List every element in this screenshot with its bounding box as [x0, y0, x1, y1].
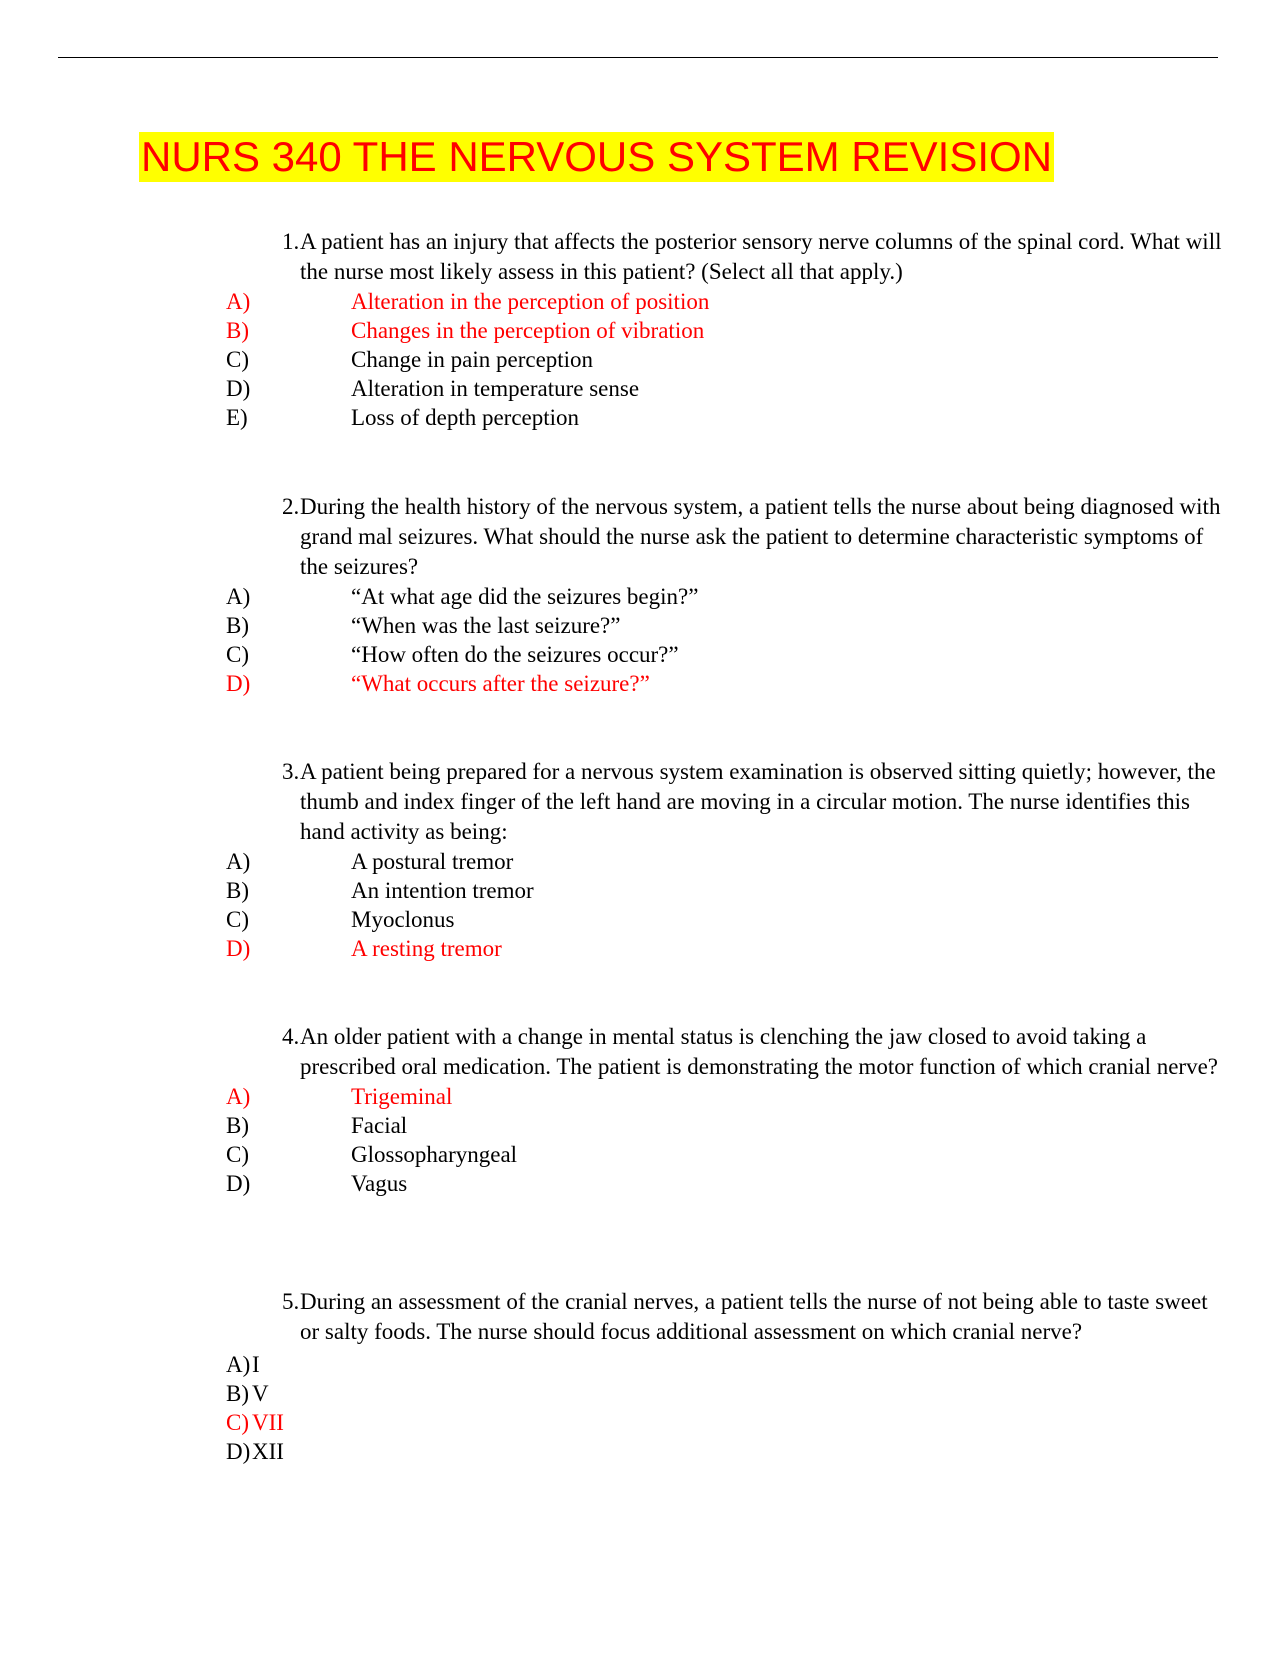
- document-title: NURS 340 THE NERVOUS SYSTEM REVISION: [141, 133, 1053, 180]
- answer-option: [0, 669, 1280, 698]
- option-letter: B): [226, 1381, 249, 1406]
- option-letter: C): [226, 347, 249, 372]
- option-letter: A): [226, 1352, 251, 1377]
- option-letter: E): [226, 405, 248, 430]
- option-text: A resting tremor: [351, 936, 502, 961]
- option-letter: C): [226, 642, 249, 667]
- answer-option: [0, 934, 1280, 963]
- answer-option: [0, 1111, 1280, 1140]
- question-1: [0, 227, 1280, 432]
- option-letter: D): [226, 1439, 251, 1464]
- option-text: I: [252, 1352, 260, 1377]
- question-text: During an assessment of the cranial nerves, a patient tells the nurse of not being able to taste sweet or salty foods. The nurse should focus additional assessment on which cranial nerve?: [300, 1289, 1208, 1344]
- option-text: Glossopharyngeal: [351, 1142, 518, 1167]
- option-text: V: [252, 1381, 269, 1406]
- option-letter: B): [226, 613, 249, 638]
- option-text: A postural tremor: [351, 849, 514, 874]
- option-letter: C): [226, 1142, 249, 1167]
- question-text: During the health history of the nervous system, a patient tells the nurse about being diagnosed with grand mal seizures. What should the nurse ask the patient to determine characteristic symptoms of the seizures?: [300, 494, 1221, 579]
- option-letter: B): [226, 318, 249, 343]
- option-letter: D): [226, 1171, 251, 1196]
- answer-option: [0, 640, 1280, 669]
- answer-options: [0, 847, 1280, 963]
- question-stem: [282, 1287, 1230, 1347]
- option-letter: D): [226, 376, 251, 401]
- option-letter: B): [226, 878, 249, 903]
- answer-option: [0, 611, 1280, 640]
- question-text: A patient has an injury that affects the posterior sensory nerve columns of the spinal cord. What will the nurse most likely assess in this patient? (Select all that apply.): [300, 229, 1222, 284]
- option-text: “At what age did the seizures begin?”: [351, 584, 699, 609]
- option-letter: B): [226, 1113, 249, 1138]
- answer-option: [0, 1350, 1280, 1379]
- option-text: Change in pain perception: [351, 347, 594, 372]
- option-text: Alteration in temperature sense: [351, 376, 640, 401]
- option-text: “What occurs after the seizure?”: [351, 671, 650, 696]
- answer-option: [0, 847, 1280, 876]
- option-letter: A): [226, 849, 251, 874]
- answer-options: [0, 287, 1280, 432]
- answer-options: [0, 1350, 1280, 1466]
- answer-option: [0, 876, 1280, 905]
- option-text: Facial: [351, 1113, 408, 1138]
- option-letter: A): [226, 289, 251, 314]
- question-text: An older patient with a change in mental status is clenching the jaw closed to avoid taking a prescribed oral medication. The patient is demonstrating the motor function of which cranial nerve?: [300, 1024, 1218, 1079]
- option-letter: D): [226, 936, 251, 961]
- question-5: [0, 1287, 1280, 1466]
- option-text: Trigeminal: [351, 1084, 453, 1109]
- answer-option: [0, 316, 1280, 345]
- option-text: Loss of depth perception: [351, 405, 580, 430]
- question-4: [0, 1022, 1280, 1198]
- question-stem: [282, 492, 1230, 582]
- option-text: “When was the last seizure?”: [351, 613, 621, 638]
- top-rule: [58, 57, 1218, 58]
- option-text: Changes in the perception of vibration: [351, 318, 705, 343]
- question-stem: [282, 757, 1230, 847]
- option-text: Myoclonus: [351, 907, 455, 932]
- question-number: 1.: [282, 229, 300, 254]
- question-text: A patient being prepared for a nervous system examination is observed sitting quietly; however, the thumb and index finger of the left hand are moving in a circular motion. The nurse identifies this hand activity as being:: [300, 759, 1216, 844]
- option-text: Vagus: [351, 1171, 408, 1196]
- option-text: VII: [252, 1410, 284, 1435]
- option-letter: A): [226, 584, 251, 609]
- answer-option: [0, 1140, 1280, 1169]
- answer-option: [0, 287, 1280, 316]
- answer-option: [0, 582, 1280, 611]
- answer-option: [0, 374, 1280, 403]
- option-text: XII: [252, 1439, 284, 1464]
- answer-option: [0, 905, 1280, 934]
- option-letter: D): [226, 671, 251, 696]
- answer-option: [0, 403, 1280, 432]
- question-number: 2.: [282, 494, 300, 519]
- option-text: Alteration in the perception of position: [351, 289, 710, 314]
- question-stem: [282, 1022, 1230, 1082]
- question-number: 5.: [282, 1289, 300, 1314]
- option-letter: C): [226, 1410, 249, 1435]
- option-letter: C): [226, 907, 249, 932]
- answer-options: [0, 1082, 1280, 1198]
- question-stem: [282, 227, 1230, 287]
- option-letter: A): [226, 1084, 251, 1109]
- question-2: [0, 492, 1280, 698]
- answer-option: [0, 1082, 1280, 1111]
- question-3: [0, 757, 1280, 963]
- option-text: “How often do the seizures occur?”: [351, 642, 679, 667]
- answer-option: [0, 1408, 1280, 1437]
- answer-option: [0, 1379, 1280, 1408]
- question-number: 3.: [282, 759, 300, 784]
- answer-option: [0, 345, 1280, 374]
- question-number: 4.: [282, 1024, 300, 1049]
- answer-options: [0, 582, 1280, 698]
- answer-option: [0, 1169, 1280, 1198]
- option-text: An intention tremor: [351, 878, 534, 903]
- answer-option: [0, 1437, 1280, 1466]
